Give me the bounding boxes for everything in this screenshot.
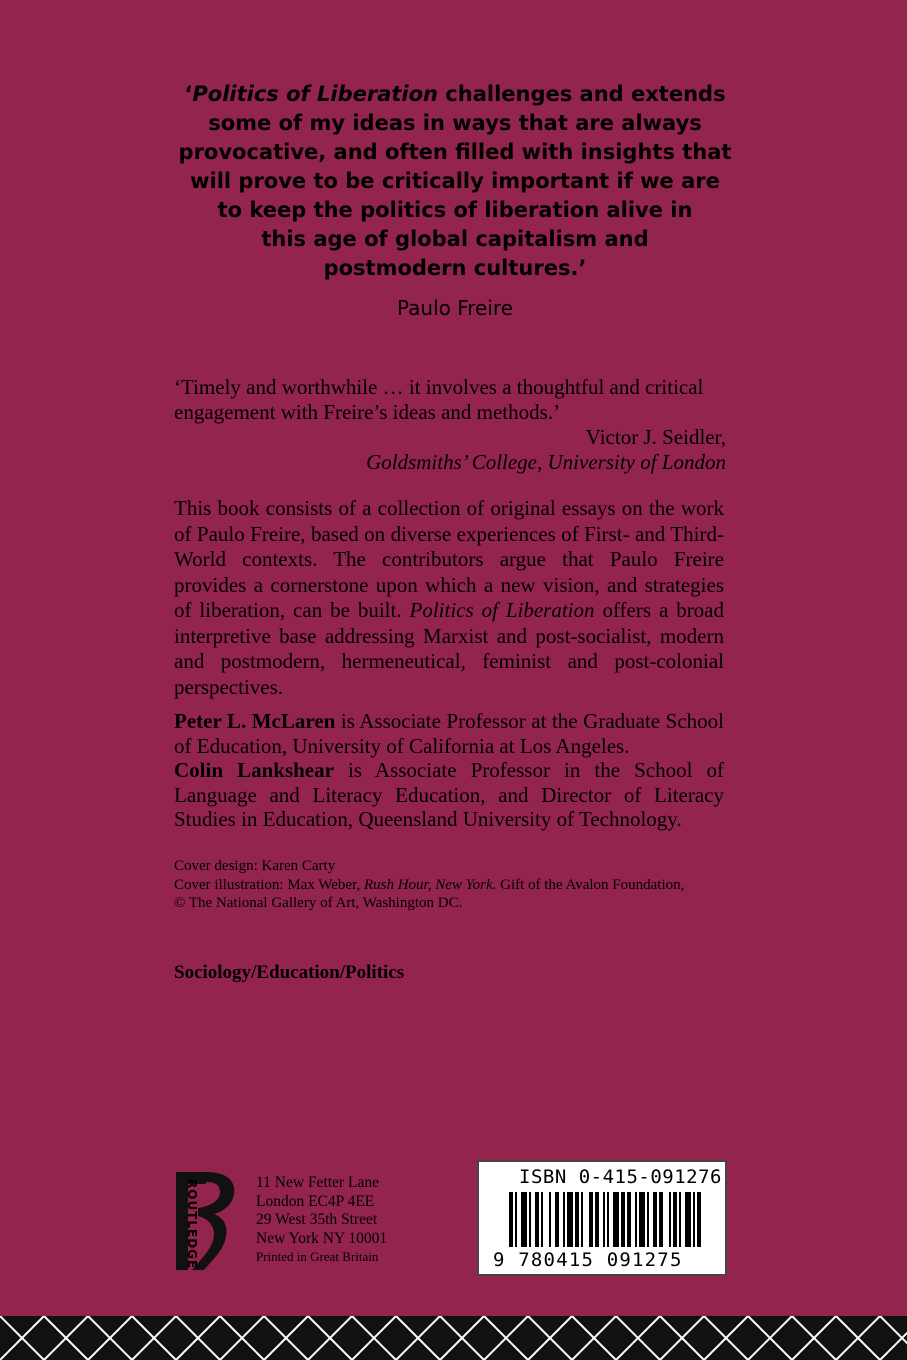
subject-category: Sociology/Education/Politics xyxy=(174,962,405,983)
barcode-bar xyxy=(541,1192,543,1247)
illustration-prefix: Cover illustration: Max Weber, xyxy=(174,876,364,893)
barcode-bar xyxy=(613,1192,619,1247)
barcode-bar xyxy=(673,1192,677,1247)
address-line: London EC4P 4EE xyxy=(256,1192,375,1210)
freire-attribution: Paulo Freire xyxy=(396,296,514,320)
barcode-bar xyxy=(549,1192,551,1247)
freire-quote-line-4: will prove to be critically important if we are xyxy=(190,169,720,193)
freire-quote-line-1-rest: challenges and extends xyxy=(438,82,726,106)
barcode-bar xyxy=(595,1192,599,1247)
copyright-line: © The National Gallery of Art, Washington DC. xyxy=(174,895,463,911)
barcode-digits: 9 780415 091275 xyxy=(493,1249,683,1271)
book-title-italic: Politics of Liberation xyxy=(192,82,438,106)
printed-in: Printed in Great Britain xyxy=(256,1249,379,1264)
freire-quote-line-1 xyxy=(150,80,760,109)
barcode-bar xyxy=(607,1192,609,1247)
cover-illustration-credit xyxy=(174,876,734,895)
isbn-number: ISBN 0-415-091276 xyxy=(519,1166,722,1188)
publisher-logo-word xyxy=(184,1180,200,1280)
publisher-address xyxy=(256,1174,387,1267)
address-line: 11 New Fetter Lane xyxy=(256,1174,379,1191)
address-line: New York NY 10001 xyxy=(256,1229,388,1247)
routledge-logo-icon xyxy=(170,1160,246,1278)
barcode-bar xyxy=(575,1192,579,1247)
barcode-bar xyxy=(535,1192,539,1247)
barcode-bar xyxy=(515,1192,517,1247)
barcode-bar xyxy=(685,1192,691,1247)
illustration-title: Rush Hour, New York. xyxy=(363,876,497,893)
barcode-bar xyxy=(635,1192,637,1247)
barcode-bar xyxy=(697,1192,701,1247)
seidler-name: Victor J. Seidler, xyxy=(585,425,726,449)
barcode-bar xyxy=(555,1192,559,1247)
diamond-pattern-band xyxy=(0,1316,907,1360)
barcode-bar xyxy=(603,1192,605,1247)
editor-2-bio: is Associate Professor in the School of Language and Literacy Education, and Director of Literacy Studies in Education, Queensland University of Technology. xyxy=(174,758,724,831)
barcode-bar xyxy=(567,1192,573,1247)
seidler-quote-line-2: engagement with Freire’s ideas and methods.’ xyxy=(174,400,561,424)
freire-quote-line-5: to keep the politics of liberation alive in xyxy=(217,198,693,222)
open-quote-mark: ‘ xyxy=(184,82,193,106)
barcode-bar xyxy=(621,1192,625,1247)
description-part-2: offers a broad interpretive base addressing Marxist and post-socialist, modern and postmodern, hermeneutical, feminist and post-colonial perspectives. xyxy=(174,598,725,699)
description-book-title: Politics of Liberation xyxy=(409,598,595,622)
barcode-bar xyxy=(509,1192,513,1247)
barcode-bar xyxy=(653,1192,657,1247)
freire-quote-line-2: some of my ideas in ways that are always xyxy=(208,111,702,135)
address-line: 29 West 35th Street xyxy=(256,1211,378,1228)
freire-quote-line-6: this age of global capitalism and xyxy=(261,227,649,251)
isbn-barcode xyxy=(477,1160,727,1276)
barcode-bar xyxy=(627,1192,631,1247)
barcode-bar xyxy=(581,1192,583,1247)
description-part-1: This book consists of a collection of original essays on the work of Paulo Freire, based on diverse experiences of First- and Third-World contexts. The contributors argue that Paulo Freire provides a cornerstone upon which a new vision, and strategies of liberation, can be built. xyxy=(174,496,724,622)
barcode-bar xyxy=(679,1192,681,1247)
barcode-bar xyxy=(521,1192,527,1247)
editor-bios xyxy=(174,709,724,832)
barcode-bar xyxy=(659,1192,663,1247)
barcode-bar xyxy=(647,1192,649,1247)
seidler-quote-line-1: ‘Timely and worthwhile … it involves a thoughtful and critical xyxy=(174,375,704,399)
editor-2-name: Colin Lankshear xyxy=(174,758,334,782)
barcode-bar xyxy=(589,1192,593,1247)
freire-quote-line-7: postmodern cultures.’ xyxy=(323,256,587,280)
barcode-bar xyxy=(693,1192,695,1247)
barcode-bar xyxy=(529,1192,531,1247)
cover-design-credit: Cover design: Karen Carty xyxy=(174,858,336,874)
editor-1-bio: is Associate Professor at the Graduate School of Education, University of California at Los Angeles. xyxy=(174,709,724,758)
seidler-quote xyxy=(174,375,726,425)
freire-quote xyxy=(150,80,760,283)
editor-1-name: Peter L. McLaren xyxy=(174,709,336,733)
freire-quote-line-3: provocative, and often filled with insights that xyxy=(178,140,732,164)
seidler-affiliation: Goldsmiths’ College, University of London xyxy=(366,450,726,474)
cover-credits xyxy=(174,857,734,913)
barcode-bar xyxy=(639,1192,645,1247)
barcode-bar xyxy=(563,1192,565,1247)
illustration-suffix: Gift of the Avalon Foundation, xyxy=(496,876,685,893)
book-description xyxy=(174,496,724,700)
publisher-logo-text: ROUTLEDGE xyxy=(185,1179,199,1270)
barcode-bar xyxy=(669,1192,671,1247)
